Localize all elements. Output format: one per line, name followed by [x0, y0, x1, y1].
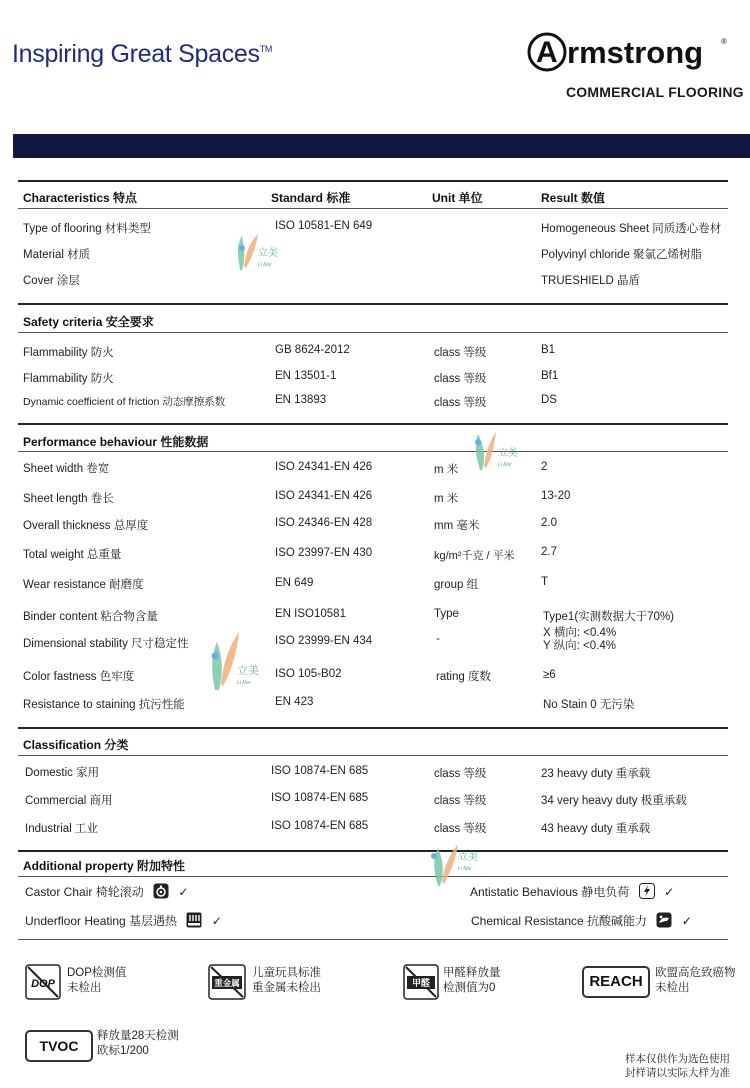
chemical-resistance-icon — [656, 912, 672, 931]
check-mark: ✓ — [681, 914, 692, 928]
watermark-logo — [232, 226, 280, 272]
row-result: T — [541, 576, 549, 588]
footnote-line1: 样本仅供作为选色使用 — [625, 1053, 730, 1065]
watermark-logo — [203, 626, 263, 692]
section-rule — [18, 303, 728, 305]
row-char: Color fastness 色牢度 — [23, 671, 135, 683]
row-unit: mm 毫米 — [434, 520, 480, 532]
row-standard: ISO 10581-EN 649 — [275, 220, 373, 232]
formaldehyde-text — [443, 966, 501, 996]
row-char: Overall thickness 总厚度 — [23, 520, 149, 532]
reach-line2: 未检出 — [655, 982, 690, 994]
row-standard: ISO 10874-EN 685 — [271, 765, 369, 777]
row-unit: class 等级 — [434, 397, 487, 409]
footnote — [625, 1052, 730, 1080]
row-result: No Stain 0 无污染 — [543, 699, 635, 711]
additional-item — [471, 912, 692, 931]
row-unit: class 等级 — [434, 768, 487, 780]
check-mark: ✓ — [178, 885, 189, 899]
row-standard: ISO 24346-EN 428 — [275, 517, 373, 529]
row-char: Material 材质 — [23, 249, 91, 261]
top-rule — [18, 180, 728, 182]
svg-text:Li Mei: Li Mei — [258, 262, 272, 268]
header-rule — [18, 208, 728, 209]
row-unit: class 等级 — [434, 373, 487, 385]
row-char: Cover 涂层 — [23, 275, 80, 287]
formaldehyde-line1: 甲醛释放量 — [443, 967, 501, 979]
formaldehyde-badge — [403, 964, 439, 1000]
row-standard: ISO 24341-EN 426 — [275, 490, 373, 502]
tvoc-line1: 释放量28天检测 — [97, 1030, 179, 1042]
additional-label: Castor Chair 椅轮滚动 — [25, 885, 144, 899]
row-result: 34 very heavy duty 极重承载 — [541, 795, 687, 807]
svg-text:Li Mei: Li Mei — [458, 866, 472, 872]
tvoc-badge: TVOC — [25, 1030, 93, 1062]
row-result: DS — [541, 394, 557, 406]
tvoc-text — [97, 1029, 179, 1059]
row-char: Domestic 家用 — [25, 767, 100, 779]
heavy-metal-line1: 儿童玩具标准 — [252, 967, 321, 979]
additional-label: Antistatic Behavious 静电负荷 — [470, 885, 630, 899]
svg-text:立美: 立美 — [258, 248, 278, 259]
section-title-classification: Classification 分类 — [23, 738, 129, 752]
heavy-metal-badge-text: 重金属 — [214, 979, 240, 989]
row-unit: class 等级 — [434, 823, 487, 835]
row-char: Type of flooring 材料类型 — [23, 223, 151, 235]
row-standard: EN 13501-1 — [275, 370, 337, 382]
row-char: Dimensional stability 尺寸稳定性 — [23, 638, 189, 650]
col-standard: Standard 标准 — [271, 191, 351, 205]
row-result: Y 纵向: <0.4% — [543, 640, 616, 652]
bottom-rule — [18, 939, 728, 940]
section-rule — [18, 332, 728, 333]
col-characteristics: Characteristics 特点 — [23, 191, 138, 205]
row-char: Resistance to staining 抗污性能 — [23, 699, 185, 711]
tagline: Inspiring Great Spaces™ — [12, 40, 273, 68]
brand-subtitle: COMMERCIAL FLOORING — [566, 84, 744, 100]
section-rule — [18, 451, 728, 452]
svg-text:立美: 立美 — [458, 852, 478, 863]
additional-item — [25, 883, 188, 902]
row-result: ≥6 — [543, 669, 556, 681]
heavy-metal-line2: 重金属未检出 — [252, 982, 321, 994]
antistatic-icon — [639, 883, 655, 902]
row-char: Sheet length 卷长 — [23, 493, 114, 505]
svg-text:Li Mei: Li Mei — [498, 462, 512, 468]
row-standard: GB 8624-2012 — [275, 344, 350, 356]
underfloor-heating-icon — [186, 912, 202, 931]
additional-item — [25, 912, 222, 931]
row-result: 2.0 — [541, 517, 557, 529]
additional-item — [470, 883, 674, 902]
row-char: Dynamic coefficient of friction 动态摩擦系数 — [23, 396, 226, 408]
heavy-metal-text — [252, 966, 321, 996]
tvoc-line2: 欧标1/200 — [97, 1045, 149, 1057]
row-char: Flammability 防火 — [23, 347, 114, 359]
additional-label: Underfloor Heating 基层遇热 — [25, 914, 178, 928]
row-char: Commercial 商用 — [25, 795, 113, 807]
row-result: 23 heavy duty 重承载 — [541, 768, 651, 780]
row-standard: EN 423 — [275, 696, 314, 708]
svg-text:®: ® — [721, 37, 727, 46]
dop-text — [67, 966, 126, 996]
formaldehyde-badge-text: 甲醛 — [411, 979, 431, 989]
row-char: Wear resistance 耐磨度 — [23, 579, 144, 591]
row-standard: ISO 10874-EN 685 — [271, 792, 369, 804]
heavy-metal-badge — [208, 964, 246, 1000]
watermark-logo — [462, 426, 522, 472]
dop-line2: 未检出 — [67, 982, 102, 994]
row-char: Binder content 粘合物含量 — [23, 611, 158, 623]
svg-text:立美: 立美 — [498, 448, 518, 459]
reach-badge: REACH — [582, 966, 650, 998]
row-unit: m 米 — [434, 464, 459, 476]
castor-chair-icon — [153, 883, 169, 902]
row-result: Polyvinyl chloride 聚氯乙烯树脂 — [541, 249, 703, 261]
section-rule — [18, 755, 728, 756]
check-mark: ✓ — [664, 885, 675, 899]
row-result: X 横向: <0.4% — [543, 627, 617, 639]
section-title-safety: Safety criteria 安全要求 — [23, 315, 154, 329]
row-standard: ISO 23997-EN 430 — [275, 547, 373, 559]
formaldehyde-line2: 检测值为0 — [443, 982, 496, 994]
dop-line1: DOP检测值 — [67, 967, 127, 979]
row-result: 13-20 — [541, 490, 571, 502]
row-standard: ISO 105-B02 — [275, 668, 342, 680]
brand-wordmark: rmstrong — [567, 35, 704, 70]
section-title-additional: Additional property 附加特性 — [23, 859, 186, 873]
row-standard: ISO 23999-EN 434 — [275, 635, 373, 647]
row-unit: - — [436, 633, 440, 645]
row-result: Bf1 — [541, 370, 559, 382]
section-title-performance: Performance behaviour 性能数据 — [23, 435, 209, 449]
row-standard: ISO 24341-EN 426 — [275, 461, 373, 473]
watermark-logo — [420, 836, 484, 888]
row-standard: ISO 10874-EN 685 — [271, 820, 369, 832]
col-unit: Unit 单位 — [432, 191, 483, 205]
check-mark: ✓ — [211, 914, 222, 928]
section-rule — [18, 727, 728, 729]
reach-text — [655, 966, 736, 996]
section-rule — [18, 850, 728, 852]
reach-line1: 欧盟高危致癌物 — [655, 967, 736, 979]
row-result: 2.7 — [541, 546, 557, 558]
row-result: Type1(实测数据大于70%) — [543, 611, 675, 623]
row-unit: Type — [434, 608, 459, 620]
col-result: Result 数值 — [541, 191, 606, 205]
row-standard: EN 649 — [275, 577, 314, 589]
row-result: 2 — [541, 461, 548, 473]
row-result: TRUESHIELD 晶盾 — [541, 275, 641, 287]
row-result: B1 — [541, 344, 556, 356]
header-banner — [13, 134, 750, 158]
row-standard: EN ISO10581 — [275, 608, 346, 620]
svg-text:立美: 立美 — [237, 664, 259, 677]
row-unit: class 等级 — [434, 347, 487, 359]
row-unit: group 组 — [434, 579, 479, 591]
additional-label: Chemical Resistance 抗酸碱能力 — [471, 914, 648, 928]
section-rule — [18, 423, 728, 425]
row-standard: EN 13893 — [275, 394, 327, 406]
row-unit: class 等级 — [434, 795, 487, 807]
section-rule — [18, 876, 728, 877]
row-char: Flammability 防火 — [23, 373, 114, 385]
row-unit: m 米 — [434, 493, 459, 505]
armstrong-logo — [527, 30, 737, 74]
row-result: 43 heavy duty 重承载 — [541, 823, 651, 835]
svg-text:Li Mei: Li Mei — [237, 680, 251, 686]
footnote-line2: 封样请以实际大样为准 — [625, 1067, 730, 1079]
row-char: Total weight 总重量 — [23, 549, 122, 561]
svg-text:A: A — [536, 36, 558, 69]
row-result: Homogeneous Sheet 同质透心卷材 — [541, 223, 722, 235]
row-char: Industrial 工业 — [25, 823, 98, 835]
dop-badge — [25, 964, 61, 1000]
dop-badge-text: DOP — [31, 978, 55, 990]
row-char: Sheet width 卷宽 — [23, 463, 110, 475]
row-unit: kg/m²千克 / 平米 — [434, 550, 515, 562]
row-unit: rating 度数 — [436, 671, 491, 683]
